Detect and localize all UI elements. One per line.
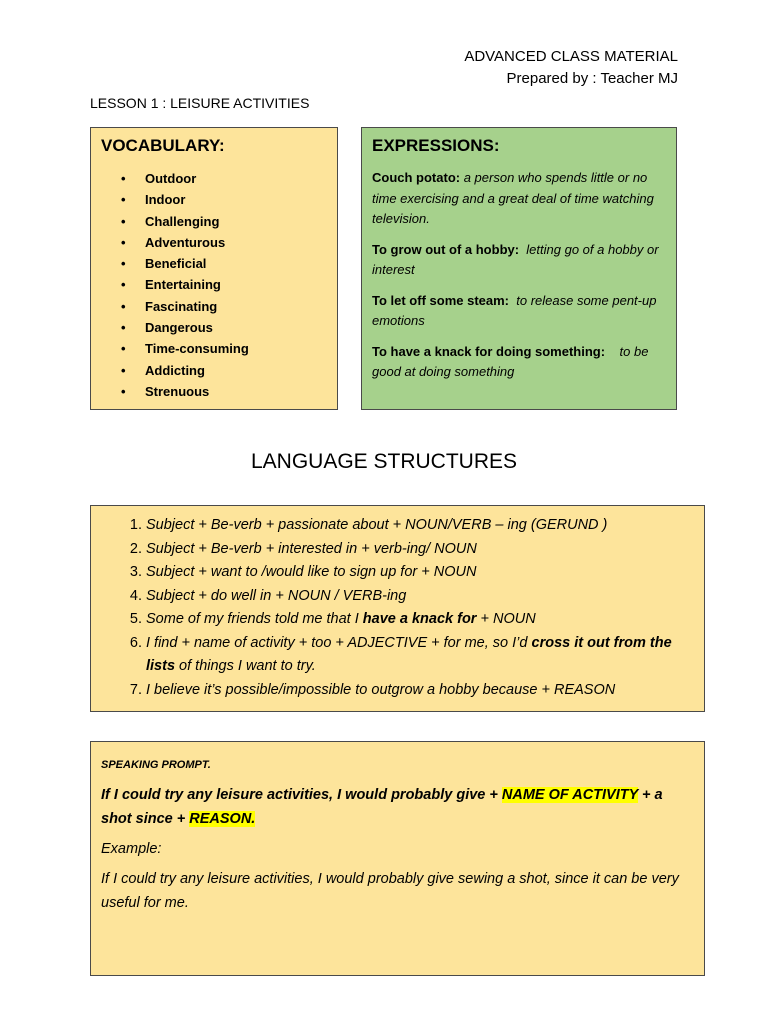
vocabulary-item: • Fascinating: [121, 296, 337, 317]
author-line: Prepared by : Teacher MJ: [506, 70, 678, 87]
expression-term: To let off some steam:: [372, 292, 510, 308]
structure-text: + NOUN: [476, 611, 536, 627]
vocabulary-item: • Entertaining: [121, 274, 337, 295]
vocabulary-list: [91, 168, 337, 402]
structure-bold-phrase: have a knack for: [362, 611, 477, 627]
expression-item: [372, 342, 666, 383]
example-text: If I could try any leisure activities, I would probably give sewing a shot, since it can be very useful for me.: [101, 871, 679, 911]
language-structures-box: [90, 505, 705, 712]
lesson-title: LESSON 1 : LEISURE ACTIVITIES: [90, 95, 310, 111]
structure-item: 2. Subject + Be-verb + interested in + verb-ing/ NOUN: [146, 538, 694, 562]
expression-term: To grow out of a hobby:: [372, 241, 520, 257]
expression-term: Couch potato:: [372, 170, 461, 185]
expressions-title: EXPRESSIONS:: [372, 136, 500, 155]
vocabulary-title: VOCABULARY:: [101, 136, 225, 155]
structure-text: Some of my friends told me that I: [146, 611, 363, 627]
structure-item: [146, 608, 694, 632]
highlight-activity: NAME OF ACTIVITY: [501, 787, 639, 803]
structures-list: [91, 514, 704, 702]
structure-item: [146, 632, 694, 679]
expression-item: [372, 291, 666, 332]
vocabulary-item: • Challenging: [121, 211, 337, 232]
expression-definition: to be good at doing something: [372, 343, 649, 379]
prompt-text: + a shot since +: [101, 787, 663, 827]
example-label: Example:: [101, 841, 162, 857]
vocabulary-item: • Adventurous: [121, 232, 337, 253]
structure-text: I find + name of activity + too + ADJECTIVE + for me, so I’d: [146, 634, 532, 651]
document-header: [464, 46, 678, 90]
structure-item: 1. Subject + Be-verb + passionate about + NOUN/VERB – ing (GERUND ): [146, 514, 694, 538]
expressions-list: [372, 168, 666, 383]
vocabulary-box: [90, 127, 338, 410]
speaking-prompt-label: SPEAKING PROMPT.: [101, 759, 211, 771]
expression-definition: a person who spends little or no time exercising and a great deal of time watching television.: [372, 170, 654, 226]
vocabulary-item: • Indoor: [121, 189, 337, 210]
highlight-reason: REASON.: [189, 811, 256, 827]
structure-item: 7. I believe it’s possible/impossible to outgrow a hobby because + REASON: [146, 679, 694, 703]
structure-bold-phrase: cross it out from the lists: [146, 634, 672, 674]
expression-term: To have a knack for doing something:: [372, 343, 606, 359]
vocabulary-item: • Time-consuming: [121, 338, 337, 359]
structure-text: of things I want to try.: [175, 658, 316, 674]
expression-definition: letting go of a hobby or interest: [372, 241, 659, 277]
vocabulary-item: • Outdoor: [121, 168, 337, 189]
vocabulary-item: • Beneficial: [121, 253, 337, 274]
vocabulary-item: • Dangerous: [121, 317, 337, 338]
prompt-text: If I could try any leisure activities, I would probably give +: [101, 787, 502, 803]
vocabulary-item: • Strenuous: [121, 381, 337, 402]
structure-item: 3. Subject + want to /would like to sign up for + NOUN: [146, 561, 694, 585]
expression-item: [372, 168, 666, 230]
language-structures-title: LANGUAGE STRUCTURES: [250, 450, 518, 473]
vocabulary-item: • Addicting: [121, 360, 337, 381]
speaking-prompt-box: [90, 741, 705, 976]
material-title: ADVANCED CLASS MATERIAL: [464, 48, 678, 65]
structure-item: 4. Subject + do well in + NOUN / VERB-ing: [146, 585, 694, 609]
expressions-box: [361, 127, 677, 410]
speaking-prompt-text: [101, 783, 694, 831]
expression-definition: to release some pent-up emotions: [372, 292, 657, 328]
expression-item: [372, 240, 666, 281]
